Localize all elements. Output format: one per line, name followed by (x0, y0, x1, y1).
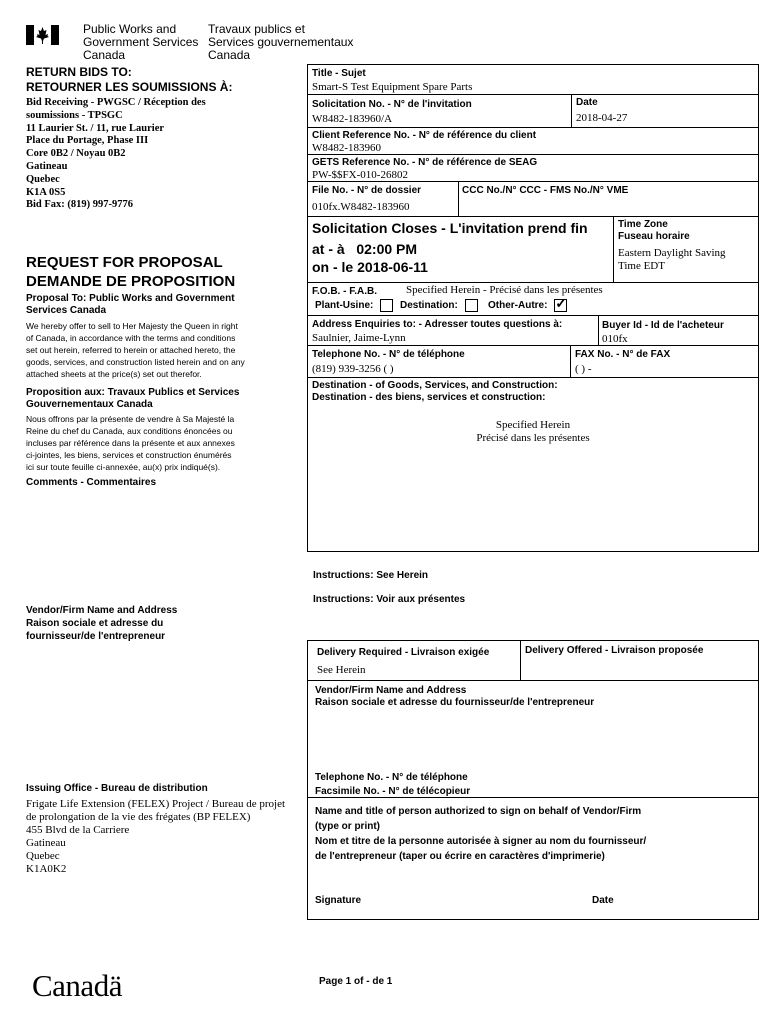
telephone-label: Telephone No. - N° de téléphone (312, 349, 465, 360)
delivery-offered-label: Delivery Offered - Livraison proposée (525, 645, 704, 656)
instructions-en: Instructions: See Herein (313, 570, 429, 581)
date-label: Date (576, 97, 598, 108)
issuing-office-address: Frigate Life Extension (FELEX) Project / Bureau de projet de prolongation de la vie des frégates (BP FELEX) 455 Blvd de la Carriere Gatineau Quebec K1A0K2 (26, 798, 286, 875)
gets-reference-value: PW-$$FX-010-26802 (312, 169, 408, 181)
closing-date: on - le 2018-06-11 (312, 259, 428, 275)
time-zone-label: Time Zone Fuseau horaire (618, 219, 690, 242)
authorized-person-label: Name and title of person authorized to sign on behalf of Vendor/Firm (type or print) Nom et titre de la personne autorisée à signer au nom du fournisseur/ de l'entrepreneur (taper ou écrire en caractères d'imprimerie) (315, 806, 647, 862)
department-name-fr: Travaux publics et Services gouvernementaux Canada (208, 22, 354, 62)
time-zone-value: Eastern Daylight Saving Time EDT (618, 247, 726, 272)
title-value: Smart-S Test Equipment Spare Parts (312, 81, 473, 93)
proposition-body: Nous offrons par la présente de vendre à Sa Majesté la Reine du chef du Canada, aux conditions énoncées ou incluses par référence dans la présente et aux annexes ci-jointes, les biens, services et construction énumérés ici sur toute feuille ci-annexée, au(x) prix indiqué(s). (26, 414, 235, 472)
fax-value: ( ) - (575, 363, 592, 375)
page-number: Page 1 of - de 1 (319, 976, 393, 987)
department-name-en: Public Works and Government Services Canada (83, 22, 199, 62)
plant-usine-checkbox[interactable] (380, 299, 393, 312)
buyer-id-value: 010fx (602, 333, 628, 345)
gets-reference-label: GETS Reference No. - N° de référence de SEAG (312, 157, 538, 168)
return-bids-address: Bid Receiving - PWGSC / Réception des soumissions - TPSGC 11 Laurier St. / 11, rue Laurier Place du Portage, Phase III Core 0B2 / Noyau 0B2 Gatineau Quebec K1A 0S5 Bid Fax: (819) 997-9776 (26, 97, 206, 211)
issuing-office-label: Issuing Office - Bureau de distribution (26, 783, 208, 794)
canada-flag-logo (26, 25, 59, 45)
other-autre-option: Other-Autre: ✓ (488, 295, 567, 312)
client-reference-value: W8482-183960 (312, 142, 382, 154)
address-enquiries-label: Address Enquiries to: - Adresser toutes questions à: (312, 319, 563, 330)
buyer-id-label: Buyer Id - Id de l'acheteur (602, 320, 724, 331)
maple-leaf-icon (26, 25, 59, 45)
delivery-required-value: See Herein (317, 664, 366, 676)
solicitation-no-label: Solicitation No. - N° de l'invitation (312, 99, 472, 110)
canada-wordmark: Canadä (32, 968, 122, 1003)
file-no-value: 010fx.W8482-183960 (312, 201, 410, 213)
proposition-heading: Proposition aux: Travaux Publics et Services Gouvernementaux Canada (26, 387, 240, 410)
ccc-no-label: CCC No./N° CCC - FMS No./N° VME (462, 185, 629, 196)
fob-value: Specified Herein - Précisé dans les présentes (406, 284, 603, 296)
delivery-required-label: Delivery Required - Livraison exigée (317, 647, 490, 658)
proposal-to-body: We hereby offer to sell to Her Majesty the Queen in right of Canada, in accordance with the terms and conditions set out herein, referred to herein or attached hereto, the goods, services, and construction listed herein and on any attached sheets at the price(s) set out therefor. (26, 321, 245, 379)
fax-label: FAX No. - N° de FAX (575, 349, 671, 360)
other-autre-checkbox[interactable] (554, 295, 567, 312)
signature-label: Signature (315, 895, 362, 906)
plant-usine-option: Plant-Usine: (315, 299, 393, 312)
address-enquiries-value: Saulnier, Jaime-Lynn (312, 332, 406, 344)
telephone-value: (819) 939-3256 ( ) (312, 363, 394, 375)
fob-label: F.O.B. - F.A.B. (312, 286, 377, 297)
rfp-title: REQUEST FOR PROPOSAL DEMANDE DE PROPOSITION (26, 254, 236, 290)
signature-date-label: Date (592, 895, 614, 906)
destination-goods-label: Destination - of Goods, Services, and Construction: Destination - des biens, services et construction: (312, 380, 558, 403)
closing-time: at - à 02:00 PM (312, 241, 418, 257)
destination-goods-value: Specified Herein Précisé dans les présentes (476, 419, 590, 444)
solicitation-closes-label: Solicitation Closes - L'invitation prend fin (312, 220, 588, 236)
date-value: 2018-04-27 (576, 112, 628, 124)
title-label: Title - Sujet (312, 68, 366, 79)
return-bids-title: RETURN BIDS TO: RETOURNER LES SOUMISSIONS À: (26, 65, 233, 94)
solicitation-no-value: W8482-183960/A (312, 113, 393, 125)
instructions-fr: Instructions: Voir aux présentes (313, 594, 466, 605)
telephone-facsimile-label: Telephone No. - N° de téléphone Facsimile No. - N° de télécopieur (315, 772, 471, 797)
checkmark-icon: ✓ (555, 295, 567, 311)
file-no-label: File No. - N° de dossier (312, 185, 422, 196)
vendor-left-label: Vendor/Firm Name and Address Raison sociale et adresse du fournisseur/de l'entrepreneur (26, 605, 178, 642)
vendor-name-label: Vendor/Firm Name and Address Raison sociale et adresse du fournisseur/de l'entrepreneur (315, 685, 595, 708)
proposal-to-heading: Proposal To: Public Works and Government Services Canada (26, 293, 235, 316)
client-reference-label: Client Reference No. - N° de référence du client (312, 130, 537, 141)
comments-label: Comments - Commentaires (26, 477, 157, 488)
destination-checkbox[interactable] (465, 299, 478, 312)
destination-option: Destination: (400, 299, 478, 312)
